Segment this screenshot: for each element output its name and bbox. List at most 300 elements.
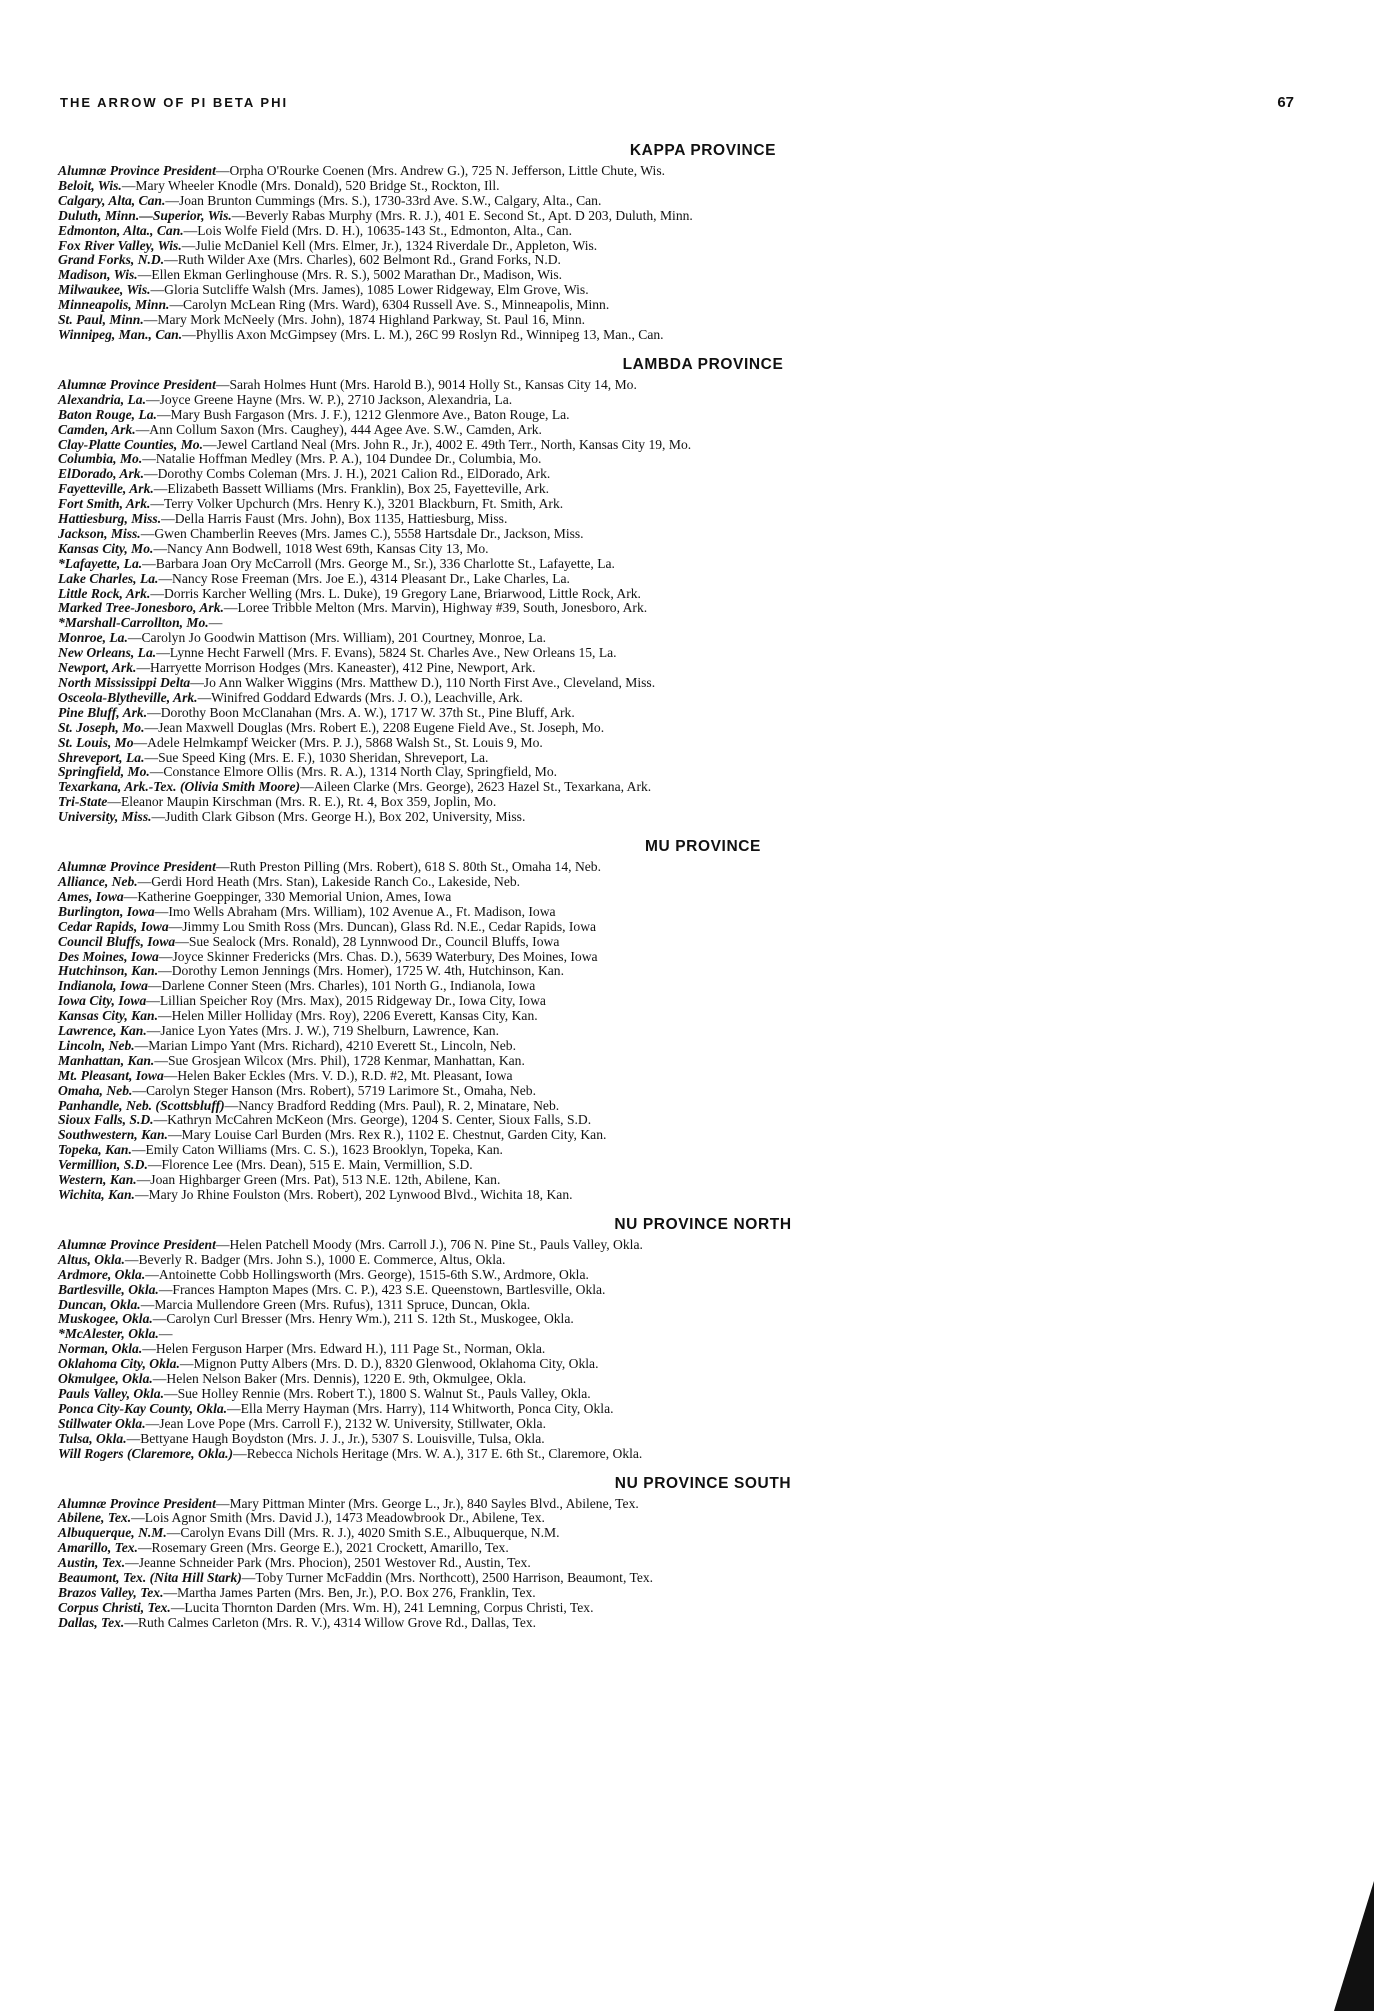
entry-chapter-name: Abilene, Tex. <box>58 1510 132 1526</box>
entry-chapter-name: Oklahoma City, Okla. <box>58 1356 180 1372</box>
entry-contact: Ella Merry Hayman (Mrs. Harry), 114 Whitworth, Ponca City, Okla. <box>240 1400 614 1416</box>
entry-dash: — <box>169 297 184 313</box>
entry-dash: — <box>163 1067 178 1083</box>
directory-entry <box>58 408 1318 423</box>
province-section <box>58 1475 1318 1631</box>
directory-entry <box>58 646 1318 661</box>
entry-chapter-name: ElDorado, Ark. <box>58 466 144 482</box>
entry-dash: — <box>182 326 196 342</box>
entry-dash: — <box>144 749 159 765</box>
entry-chapter-name: Bartlesville, Okla. <box>58 1281 159 1297</box>
directory-entry <box>58 1571 1318 1586</box>
entry-dash: — <box>181 237 196 253</box>
entry-contact: Frances Hampton Mapes (Mrs. C. P.), 423 S.E. Queenstown, Bartlesville, Okla. <box>172 1281 606 1297</box>
directory-entry <box>58 1601 1318 1616</box>
entry-contact: Martha James Parten (Mrs. Ben, Jr.), P.O. Box 276, Franklin, Tex. <box>177 1584 536 1600</box>
entry-dash: — <box>233 1445 247 1461</box>
directory-entry <box>58 1357 1318 1372</box>
directory-entry <box>58 527 1318 542</box>
entry-chapter-name: Calgary, Alta, Can. <box>58 192 166 208</box>
entry-contact: Orpha O'Rourke Coenen (Mrs. Andrew G.), 725 N. Jefferson, Little Chute, Wis. <box>229 163 666 178</box>
directory-entry <box>58 905 1318 920</box>
directory-entry <box>58 1099 1318 1114</box>
entry-chapter-name: Springfield, Mo. <box>58 764 150 780</box>
directory-entry <box>58 920 1318 935</box>
entry-contact: Jimmy Lou Smith Ross (Mrs. Duncan), Glass Rd. N.E., Cedar Rapids, Iowa <box>182 918 597 934</box>
entry-contact: Carolyn Curl Bresser (Mrs. Henry Wm.), 211 S. 12th St., Muskogee, Okla. <box>166 1311 574 1327</box>
entry-dash: — <box>142 1341 156 1357</box>
entry-dash: — <box>140 525 155 541</box>
entry-chapter-name: North Mississippi Delta <box>58 675 191 690</box>
entry-chapter-name: St. Joseph, Mo. <box>58 719 145 735</box>
entry-contact: Helen Miller Holliday (Mrs. Roy), 2206 Everett, Kansas City, Kan. <box>171 1008 538 1024</box>
entry-chapter-name: *Lafayette, La. <box>58 555 143 571</box>
entry-chapter-name: Beaumont, Tex. (Nita Hill Stark) <box>58 1570 242 1586</box>
entry-chapter-name: Wichita, Kan. <box>58 1187 135 1202</box>
entry-contact: Carolyn Jo Goodwin Mattison (Mrs. William), 201 Courtney, Monroe, La. <box>141 630 547 646</box>
entry-contact: Helen Patchell Moody (Mrs. Carroll J.), 706 N. Pine St., Pauls Valley, Okla. <box>229 1236 643 1252</box>
entry-contact: Mignon Putty Albers (Mrs. D. D.), 8320 Glenwood, Oklahoma City, Okla. <box>193 1356 599 1372</box>
directory-content <box>58 142 1318 1644</box>
entry-dash: — <box>149 764 164 780</box>
entry-chapter-name: Madison, Wis. <box>58 267 138 283</box>
directory-entry <box>58 1054 1318 1069</box>
directory-entry <box>58 810 1318 825</box>
directory-entry <box>58 497 1318 512</box>
entry-chapter-name: Manhattan, Kan. <box>58 1052 155 1068</box>
entry-contact: Antoinette Cobb Hollingsworth (Mrs. George), 1515-6th S.W., Ardmore, Okla. <box>158 1266 589 1282</box>
entry-chapter-name: St. Louis, Mo <box>58 734 134 750</box>
entry-contact: Lynne Hecht Farwell (Mrs. F. Evans), 5824 St. Charles Ave., New Orleans 15, La. <box>169 645 617 661</box>
directory-entry <box>58 1511 1318 1526</box>
entry-chapter-name: Dallas, Tex. <box>58 1614 125 1630</box>
entry-contact: Jean Love Pope (Mrs. Carroll F.), 2132 W. University, Stillwater, Okla. <box>159 1415 546 1431</box>
directory-entry <box>58 1417 1318 1432</box>
directory-entry <box>58 1009 1318 1024</box>
entry-chapter-name: Texarkana, Ark.-Tex. (Olivia Smith Moore) <box>58 779 301 795</box>
entry-dash: — <box>161 511 175 527</box>
entry-dash: — <box>143 466 158 482</box>
entry-contact: Sue Sealock (Mrs. Ronald), 28 Lynnwood Dr., Council Bluffs, Iowa <box>188 933 560 949</box>
entry-dash: — <box>156 406 171 422</box>
directory-entry <box>58 557 1318 572</box>
entry-dash: — <box>215 859 230 875</box>
directory-entry <box>58 423 1318 438</box>
entry-chapter-name: Fox River Valley, Wis. <box>58 237 182 253</box>
entry-dash: — <box>154 1052 168 1068</box>
entry-chapter-name: Fayetteville, Ark. <box>58 481 154 497</box>
directory-entry <box>58 979 1318 994</box>
entry-dash: — <box>131 1142 146 1158</box>
directory-entry <box>58 1024 1318 1039</box>
entry-dash: — <box>136 660 151 676</box>
entry-chapter-name: Albuquerque, N.M. <box>58 1525 167 1541</box>
entry-dash: — <box>224 1097 239 1113</box>
entry-chapter-name: Grand Forks, N.D. <box>58 252 165 268</box>
entry-chapter-name: Norman, Okla. <box>58 1341 143 1357</box>
entry-chapter-name: Alexandria, La. <box>58 391 146 407</box>
entry-dash: — <box>134 1187 149 1202</box>
directory-entry <box>58 950 1318 965</box>
entry-contact: Elizabeth Bassett Williams (Mrs. Franklin), Box 25, Fayetteville, Ark. <box>167 481 550 497</box>
entry-chapter-name: Topeka, Kan. <box>58 1142 132 1158</box>
entry-contact: Dorothy Combs Coleman (Mrs. J. H.), 2021 Calion Rd., ElDorado, Ark. <box>157 466 551 482</box>
entry-contact: Joyce Skinner Fredericks (Mrs. Chas. D.), 5639 Waterbury, Des Moines, Iowa <box>172 948 598 964</box>
entry-chapter-name: Iowa City, Iowa <box>58 993 147 1009</box>
directory-entry <box>58 890 1318 905</box>
entry-contact: Darlene Conner Steen (Mrs. Charles), 101 North G., Indianola, Iowa <box>161 978 536 994</box>
directory-entry <box>58 1497 1318 1512</box>
directory-entry <box>58 313 1318 328</box>
entry-chapter-name: Amarillo, Tex. <box>58 1540 138 1556</box>
entry-dash: — <box>142 555 156 571</box>
entry-chapter-name: Stillwater Okla. <box>58 1415 146 1431</box>
entry-chapter-name: University, Miss. <box>58 809 152 825</box>
entry-contact: Sue Speed King (Mrs. E. F.), 1030 Sheridan, Shreveport, La. <box>158 749 489 765</box>
province-title: NU PROVINCE NORTH <box>614 1215 792 1233</box>
directory-entry <box>58 1526 1318 1541</box>
entry-chapter-name: Omaha, Neb. <box>58 1082 133 1098</box>
entry-dash: — <box>140 1296 155 1312</box>
directory-entry <box>58 1069 1318 1084</box>
directory-entry <box>58 1143 1318 1158</box>
entry-dash: — <box>144 719 159 735</box>
entry-dash: — <box>157 1008 172 1024</box>
entry-dash: — <box>158 1326 173 1342</box>
province-title: NU PROVINCE SOUTH <box>614 1474 792 1492</box>
entry-contact: Carolyn McLean Ring (Mrs. Ward), 6304 Russell Ave. S., Minneapolis, Minn. <box>183 297 610 313</box>
entry-chapter-name: Milwaukee, Wis. <box>58 282 151 298</box>
entry-dash: — <box>163 1584 178 1600</box>
directory-entry <box>58 661 1318 676</box>
entry-chapter-name: Hutchinson, Kan. <box>58 963 159 979</box>
entry-contact: Phyllis Axon McGimpsey (Mrs. L. M.), 26C 99 Roslyn Rd., Winnipeg 13, Man., Can. <box>195 326 664 342</box>
entry-chapter-name: Camden, Ark. <box>58 421 136 437</box>
entry-dash: — <box>215 1495 230 1511</box>
province-title: LAMBDA PROVINCE <box>622 355 784 373</box>
directory-entry <box>58 616 1318 631</box>
entry-chapter-name: Panhandle, Neb. (Scottsbluff) <box>58 1097 225 1113</box>
entry-dash: — <box>134 1037 149 1053</box>
entry-dash: — <box>125 1555 139 1571</box>
entry-contact: Kathryn McCahren McKeon (Mrs. George), 1204 S. Center, Sioux Falls, S.D. <box>167 1112 592 1128</box>
directory-entry <box>58 268 1318 283</box>
entry-contact: Carolyn Steger Hanson (Mrs. Robert), 5719 Larimore St., Omaha, Neb. <box>145 1082 536 1098</box>
entry-chapter-name: Kansas City, Kan. <box>58 1008 158 1024</box>
directory-entry <box>58 512 1318 527</box>
entry-dash: — <box>179 1356 194 1372</box>
entry-dash: — <box>137 267 152 283</box>
directory-entry <box>58 994 1318 1009</box>
entry-contact: Sue Grosjean Wilcox (Mrs. Phil), 1728 Kenmar, Manhattan, Kan. <box>167 1052 525 1068</box>
entry-dash: — <box>135 421 150 437</box>
entry-contact: Mary Pittman Minter (Mrs. George L., Jr.), 840 Sayles Blvd., Abilene, Tex. <box>229 1495 639 1511</box>
entry-dash: — <box>152 1371 167 1387</box>
entry-dash: — <box>143 312 158 328</box>
entry-dash: — <box>153 1112 168 1128</box>
entry-dash: — <box>152 1311 167 1327</box>
entry-dash: — <box>156 645 170 661</box>
entry-dash: — <box>158 570 173 586</box>
entry-chapter-name: Tri-State <box>58 794 108 810</box>
entry-chapter-name: Jackson, Miss. <box>58 525 141 541</box>
directory-entry <box>58 328 1318 343</box>
entry-chapter-name: Lawrence, Kan. <box>58 1023 147 1039</box>
entry-dash: — <box>107 794 121 810</box>
directory-entry <box>58 1268 1318 1283</box>
entry-dash: — <box>147 978 162 994</box>
entry-chapter-name: Vermillion, S.D. <box>58 1157 148 1173</box>
entry-chapter-name: Will Rogers (Claremore, Okla.) <box>58 1445 234 1461</box>
entry-chapter-name: *McAlester, Okla. <box>58 1326 159 1342</box>
entry-chapter-name: Sioux Falls, S.D. <box>58 1112 154 1128</box>
directory-entry <box>58 1372 1318 1387</box>
entry-chapter-name: Edmonton, Alta., Can. <box>58 222 184 238</box>
entry-dash: — <box>150 282 165 298</box>
directory-entry <box>58 601 1318 616</box>
directory-entry <box>58 780 1318 795</box>
directory-entry <box>58 393 1318 408</box>
directory-entry <box>58 298 1318 313</box>
entry-dash: — <box>137 1540 152 1556</box>
entry-dash: — <box>145 1266 159 1282</box>
province-title: KAPPA PROVINCE <box>629 142 777 159</box>
directory-entry <box>58 765 1318 780</box>
directory-entry <box>58 751 1318 766</box>
province-section <box>58 356 1318 825</box>
entry-chapter-name: Ponca City-Kay County, Okla. <box>58 1400 228 1416</box>
entry-dash: — <box>158 948 173 964</box>
entry-chapter-name: Shreveport, La. <box>58 749 145 765</box>
entry-contact: Jewel Cartland Neal (Mrs. John R., Jr.), 4002 E. 49th Terr., North, Kansas City 19, Mo. <box>216 436 692 452</box>
entry-dash: — <box>127 630 142 646</box>
entry-chapter-name: Marked Tree-Jonesboro, Ark. <box>58 600 224 616</box>
directory-entry <box>58 935 1318 950</box>
entry-dash: — <box>183 222 198 238</box>
entry-dash: — <box>168 918 183 934</box>
directory-entry <box>58 438 1318 453</box>
directory-entry <box>58 587 1318 602</box>
running-header <box>60 94 1294 111</box>
entry-dash: — <box>151 809 166 825</box>
directory-entry <box>58 1188 1318 1203</box>
entry-contact: Janice Lyon Yates (Mrs. J. W.), 719 Shelburn, Lawrence, Kan. <box>160 1023 499 1039</box>
entry-contact: Dorothy Boon McClanahan (Mrs. A. W.), 1717 W. 37th St., Pine Bluff, Ark. <box>160 704 575 720</box>
directory-entry <box>58 542 1318 557</box>
entry-contact: Adele Helmkampf Weicker (Mrs. P. J.), 5868 Walsh St., St. Louis 9, Mo. <box>147 734 543 750</box>
directory-entry <box>58 164 1318 179</box>
entry-contact: Jo Ann Walker Wiggins (Mrs. Matthew D.), 110 North First Ave., Cleveland, Miss. <box>203 675 656 690</box>
directory-entry <box>58 1298 1318 1313</box>
directory-entry <box>58 239 1318 254</box>
directory-entry <box>58 1402 1318 1417</box>
entry-chapter-name: Indianola, Iowa <box>58 978 148 994</box>
entry-chapter-name: Clay-Platte Counties, Mo. <box>58 436 204 452</box>
entry-chapter-name: Okmulgee, Okla. <box>58 1371 153 1387</box>
entry-dash: — <box>133 734 148 750</box>
entry-contact: Nancy Ann Bodwell, 1018 West 69th, Kansas City 13, Mo. <box>167 540 489 556</box>
entry-chapter-name: Western, Kan. <box>58 1172 137 1188</box>
directory-entry <box>58 1253 1318 1268</box>
directory-entry <box>58 452 1318 467</box>
entry-chapter-name: Corpus Christi, Tex. <box>58 1599 171 1615</box>
entry-chapter-name: Beloit, Wis. <box>58 177 122 193</box>
entry-dash: — <box>190 675 204 690</box>
entry-dash: — <box>123 888 138 904</box>
entry-contact: Imo Wells Abraham (Mrs. William), 102 Avenue A., Ft. Madison, Iowa <box>168 903 556 919</box>
entry-contact: Joan Highbarger Green (Mrs. Pat), 513 N.E. 12th, Abilene, Kan. <box>150 1172 501 1188</box>
entry-contact: Marcia Mullendore Green (Mrs. Rufus), 1311 Spruce, Duncan, Okla. <box>154 1296 531 1312</box>
entry-dash: — <box>132 1082 146 1098</box>
entry-dash: — <box>163 1385 178 1401</box>
entry-dash: — <box>121 177 136 193</box>
entry-dash: — <box>165 192 179 208</box>
entry-chapter-name: Mt. Pleasant, Iowa <box>58 1067 164 1083</box>
entry-chapter-name: Hattiesburg, Miss. <box>58 511 162 527</box>
entry-contact: Rosemary Green (Mrs. George E.), 2021 Crockett, Amarillo, Tex. <box>151 1540 509 1556</box>
directory-entry <box>58 1616 1318 1631</box>
entry-chapter-name: Altus, Okla. <box>58 1251 125 1267</box>
entry-chapter-name: Duluth, Minn.—Superior, Wis. <box>58 207 232 223</box>
directory-entry <box>58 706 1318 721</box>
entry-chapter-name: Tulsa, Okla. <box>58 1430 127 1446</box>
entry-chapter-name: Lake Charles, La. <box>58 570 159 586</box>
entry-dash: — <box>158 1281 173 1297</box>
entry-contact: Barbara Joan Ory McCarroll (Mrs. George M., Sr.), 336 Charlotte St., Lafayette, La. <box>155 555 615 571</box>
directory-entry <box>58 1312 1318 1327</box>
entry-dash: — <box>164 252 178 268</box>
entry-contact: Julie McDaniel Kell (Mrs. Elmer, Jr.), 1324 Riverdale Dr., Appleton, Wis. <box>195 237 598 253</box>
directory-entry <box>58 467 1318 482</box>
directory-entry <box>58 721 1318 736</box>
entry-contact: Emily Caton Williams (Mrs. C. S.), 1623 Brooklyn, Topeka, Kan. <box>145 1142 503 1158</box>
entry-chapter-name: Ames, Iowa <box>58 888 124 904</box>
entry-dash: — <box>197 689 212 705</box>
entry-dash: — <box>137 873 152 889</box>
entry-chapter-name: Alumnæ Province President <box>58 1495 216 1511</box>
entry-contact: Della Harris Faust (Mrs. John), Box 1135, Hattiesburg, Miss. <box>174 511 508 527</box>
entry-contact: Winifred Goddard Edwards (Mrs. J. O.), Leachville, Ark. <box>211 689 523 705</box>
entry-contact: Ruth Preston Pilling (Mrs. Robert), 618 S. 80th St., Omaha 14, Neb. <box>229 859 601 875</box>
directory-entry <box>58 1039 1318 1054</box>
directory-entry <box>58 1128 1318 1143</box>
entry-dash: — <box>203 436 217 452</box>
entry-dash: — <box>215 1236 230 1252</box>
entry-contact: Ellen Ekman Gerlinghouse (Mrs. R. S.), 5002 Marathan Dr., Madison, Wis. <box>151 267 563 283</box>
entry-chapter-name: Minneapolis, Minn. <box>58 297 170 313</box>
entry-dash: — <box>146 1023 161 1039</box>
entry-contact: Judith Clark Gibson (Mrs. George H.), Box 202, University, Miss. <box>165 809 526 825</box>
directory-entry <box>58 1342 1318 1357</box>
directory-entry <box>58 1432 1318 1447</box>
directory-entry <box>58 676 1318 691</box>
entry-dash: — <box>146 993 160 1009</box>
directory-entry <box>58 1387 1318 1402</box>
entry-contact: Helen Ferguson Harper (Mrs. Edward H.), 111 Page St., Norman, Okla. <box>155 1341 546 1357</box>
entry-contact: Toby Turner McFaddin (Mrs. Northcott), 2500 Harrison, Beaumont, Tex. <box>255 1570 654 1586</box>
entry-contact: Terry Volker Upchurch (Mrs. Henry K.), 3201 Blackburn, Ft. Smith, Ark. <box>164 496 564 512</box>
entry-chapter-name: Pauls Valley, Okla. <box>58 1385 164 1401</box>
directory-entry <box>58 691 1318 706</box>
entry-contact: Helen Nelson Baker (Mrs. Dennis), 1220 E. 9th, Okmulgee, Okla. <box>166 1371 527 1387</box>
entry-chapter-name: Council Bluffs, Iowa <box>58 933 176 949</box>
entry-chapter-name: Southwestern, Kan. <box>58 1127 168 1143</box>
entry-chapter-name: Des Moines, Iowa <box>58 948 159 964</box>
entry-dash: — <box>227 1400 241 1416</box>
entry-chapter-name: Newport, Ark. <box>58 660 137 676</box>
entry-dash: — <box>153 481 168 497</box>
directory-entry <box>58 875 1318 890</box>
entry-contact: Gerdi Hord Heath (Mrs. Stan), Lakeside Ranch Co., Lakeside, Neb. <box>151 873 521 889</box>
directory-entry <box>58 1283 1318 1298</box>
page-number: 67 <box>1277 94 1294 111</box>
entry-dash: — <box>147 1157 162 1173</box>
entry-chapter-name: Winnipeg, Man., Can. <box>58 326 183 342</box>
directory-entry <box>58 179 1318 194</box>
entry-chapter-name: Kansas City, Mo. <box>58 540 154 556</box>
entry-dash: — <box>300 779 314 795</box>
entry-dash: — <box>142 451 156 467</box>
province-section <box>58 142 1318 343</box>
entry-chapter-name: *Marshall-Carrollton, Mo. <box>58 615 209 631</box>
entry-contact: Sarah Holmes Hunt (Mrs. Harold B.), 9014 Holly St., Kansas City 14, Mo. <box>229 376 637 392</box>
directory-entry <box>58 1158 1318 1173</box>
entry-contact: Loree Tribble Melton (Mrs. Marvin), Highway #39, South, Jonesboro, Ark. <box>237 600 648 616</box>
entry-dash: — <box>153 540 168 556</box>
entry-chapter-name: Muskogee, Okla. <box>58 1311 153 1327</box>
directory-entry <box>58 736 1318 751</box>
entry-chapter-name: Pine Bluff, Ark. <box>58 704 148 720</box>
entry-contact: Mary Jo Rhine Foulston (Mrs. Robert), 202 Lynwood Blvd., Wichita 18, Kan. <box>148 1187 573 1202</box>
directory-entry <box>58 1173 1318 1188</box>
directory-entry <box>58 1586 1318 1601</box>
directory-entry <box>58 1327 1318 1342</box>
directory-entry <box>58 1556 1318 1571</box>
entry-chapter-name: Duncan, Okla. <box>58 1296 141 1312</box>
entry-contact: Ruth Calmes Carleton (Mrs. R. V.), 4314 Willow Grove Rd., Dallas, Tex. <box>137 1614 537 1630</box>
directory-entry <box>58 194 1318 209</box>
entry-dash: — <box>166 1525 181 1541</box>
entry-dash: — <box>231 207 246 223</box>
entry-contact: Constance Elmore Ollis (Mrs. R. A.), 1314 North Clay, Springfield, Mo. <box>163 764 558 780</box>
entry-contact: Helen Baker Eckles (Mrs. V. D.), R.D. #2, Mt. Pleasant, Iowa <box>177 1067 513 1083</box>
entry-chapter-name: Ardmore, Okla. <box>58 1266 146 1282</box>
entry-dash: — <box>241 1570 256 1586</box>
entry-dash: — <box>215 376 230 392</box>
entry-chapter-name: Lincoln, Neb. <box>58 1037 135 1053</box>
entry-chapter-name: Fort Smith, Ark. <box>58 496 151 512</box>
entry-contact: Carolyn Evans Dill (Mrs. R. J.), 4020 Smith S.E., Albuquerque, N.M. <box>180 1525 560 1541</box>
entry-contact: Gwen Chamberlin Reeves (Mrs. James C.), 5558 Hartsdale Dr., Jackson, Miss. <box>154 525 584 541</box>
entry-dash: — <box>124 1251 139 1267</box>
publication-title: THE ARROW OF PI BETA PHI <box>60 95 289 110</box>
entry-dash: — <box>126 1430 141 1446</box>
entry-contact: Lois Wolfe Field (Mrs. D. H.), 10635-143 St., Edmonton, Alta., Can. <box>197 222 572 238</box>
directory-entry <box>58 283 1318 298</box>
entry-chapter-name: Alliance, Neb. <box>58 873 138 889</box>
entry-contact: Mary Wheeler Knodle (Mrs. Donald), 520 Bridge St., Rockton, Ill. <box>135 177 500 193</box>
entry-chapter-name: New Orleans, La. <box>58 645 157 661</box>
entry-dash: — <box>208 615 223 631</box>
entry-dash: — <box>124 1614 138 1630</box>
directory-entry <box>58 209 1318 224</box>
directory-entry <box>58 860 1318 875</box>
entry-contact: Lois Agnor Smith (Mrs. David J.), 1473 Meadowbrook Dr., Abilene, Tex. <box>144 1510 545 1526</box>
directory-entry <box>58 1238 1318 1253</box>
entry-chapter-name: Alumnæ Province President <box>58 163 216 178</box>
entry-contact: Gloria Sutcliffe Walsh (Mrs. James), 1085 Lower Ridgeway, Elm Grove, Wis. <box>164 282 589 298</box>
scan-corner-shadow <box>1334 1881 1374 2011</box>
